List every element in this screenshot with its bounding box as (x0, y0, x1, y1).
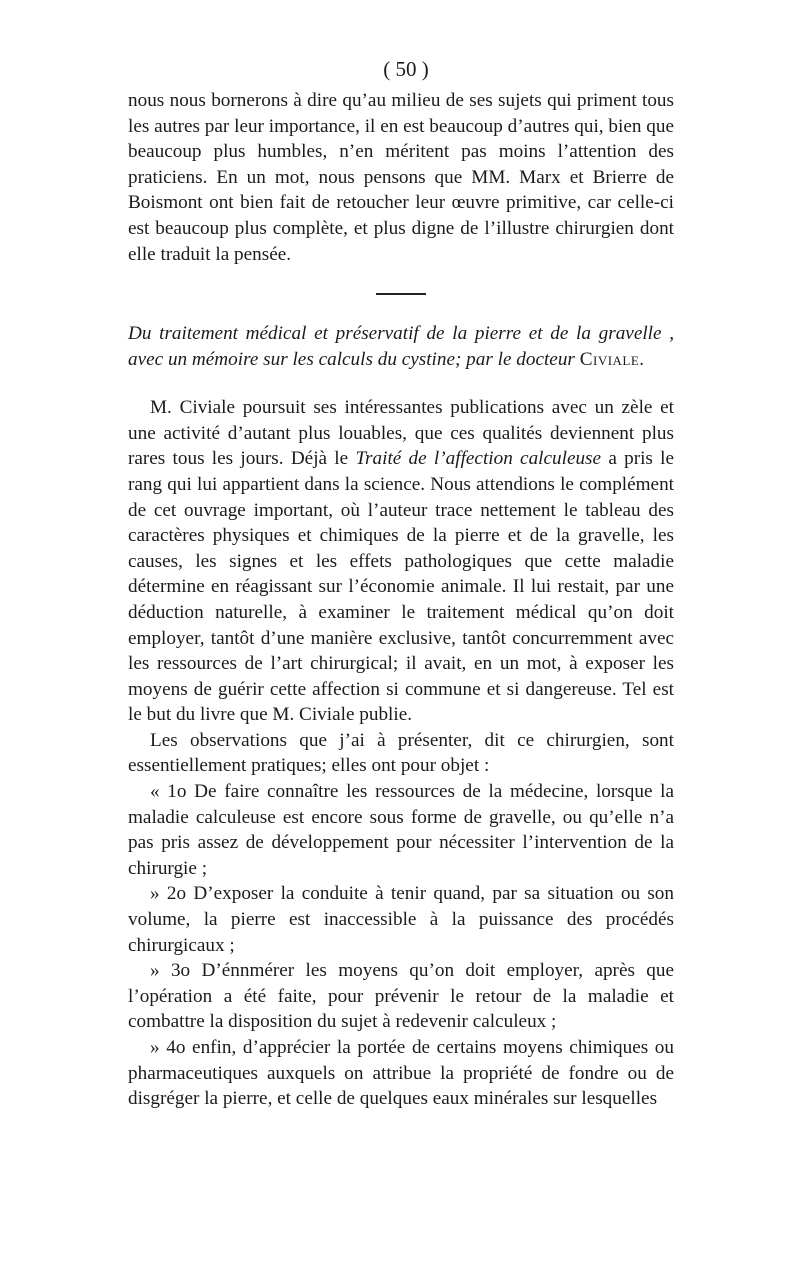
page-number: ( 50 ) (383, 57, 429, 81)
review-author: Civiale. (579, 349, 645, 371)
objectives-intro: Les observations que j’ai à présenter, dit ce chirurgien, sont essentiellement pratiques; elles ont pour objet : (128, 729, 674, 777)
section-divider (376, 293, 426, 295)
main-paragraph-part2: a pris le rang qui lui appartient dans la science. Nous attendions le complément de cet ouvrage important, où l’auteur trace nettement le tableau des caractères physiques et chimiques de la pierre et de la gravelle, les causes, les signes et les effets pathologiques que cette maladie détermine en réagissant sur l’économie animale. Il lui restait, par une déduction naturelle, à examiner le traitement médical qu’on doit employer, tantôt d’une manière exclusive, tantôt concurremment avec les ressources de l’art chirurgical; il avait, en un mot, à exposer les moyens de guérir cette affection si commune et si dangereuse. Tel est le but du livre que M. Civiale publie. (128, 448, 674, 726)
objective-item-2: » 2o D’exposer la conduite à tenir quand, par sa situation ou son volume, la pierre est inaccessible à la puissance des procédés chirurgicaux ; (128, 883, 674, 956)
review-body (128, 395, 674, 1112)
objective-item-1: « 1o De faire connaître les ressources de la médecine, lorsque la maladie calculeuse est encore sous forme de gravelle, ou qu’elle n’a pas pris assez de développement pour nécessiter l’intervention de la chirurgie ; (128, 781, 674, 879)
main-paragraph-part1: M. Civiale poursuit ses intéressantes publications avec un zèle et une activité d’autant plus louables, que ces qualités deviennent plus rares tous les jours. Déjà le (128, 397, 674, 470)
review-title: Du traitement médical et préservatif de la pierre et de la gravelle , avec un mémoire sur les calculs du cystine; par le docteur (128, 323, 674, 371)
book-title: Traité de l’affection calculeuse (355, 448, 602, 470)
intro-paragraph: nous nous bornerons à dire qu’au milieu de ses sujets qui priment tous les autres par leur importance, il en est beaucoup d’autres qui, bien que beaucoup plus humbles, n’en méritent pas moins l’attention des praticiens. En un mot, nous pensons que MM. Marx et Brierre de Boismont ont bien fait de retoucher leur œuvre primitive, car celle-ci est beaucoup plus complète, et plus digne de l’illustre chirurgien dont elle traduit la pensée. (128, 90, 674, 265)
main-paragraph (128, 395, 674, 728)
objective-item-3: » 3o D’énnmérer les moyens qu’on doit employer, après que l’opération a été faite, pour prévenir le retour de la maladie et combattre la disposition du sujet à redevenir calculeux ; (128, 960, 674, 1033)
page (128, 54, 674, 1112)
review-heading (128, 321, 674, 373)
objective-item-4: » 4o enfin, d’apprécier la portée de certains moyens chimiques ou pharmaceutiques auxquels on attribue la propriété de fondre ou de disgréger la pierre, et celle de quelques eaux minérales sur lesquelles (128, 1037, 674, 1110)
